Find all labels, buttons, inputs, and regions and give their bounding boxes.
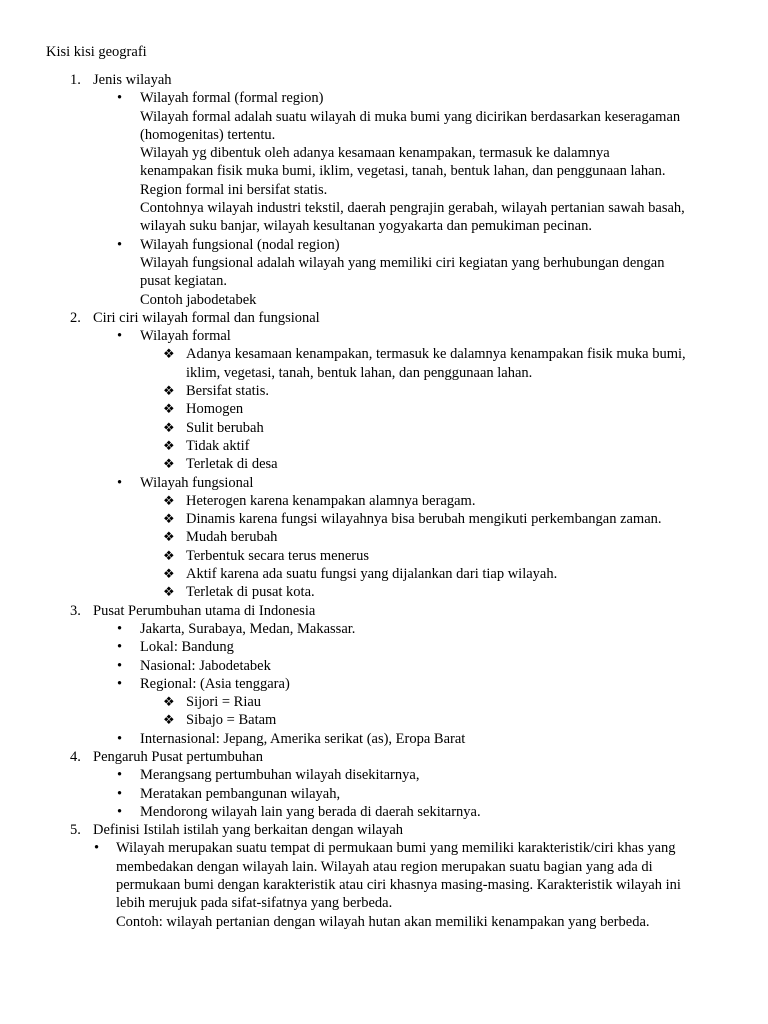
section-heading: Jenis wilayah [93,72,172,88]
text-line: Regional: (Asia tenggara) [140,675,290,692]
text-line: Heterogen karena kenampakan alamnya beragam. [186,492,476,509]
bullet-dot-icon: • [117,767,123,784]
sub-bullet-text [186,565,768,583]
bullet-dot-icon: • [117,803,123,820]
text-line: Dinamis karena fungsi wilayahnya bisa berubah mengikuti perkembangan zaman. [186,511,662,528]
sub-bullet-text [186,693,768,711]
bullet-text [140,474,768,492]
text-line: Region formal ini bersifat statis. [140,181,328,198]
text-line: pusat kegiatan. [140,273,227,290]
text-line: iklim, vegetasi, tanah, bentuk lahan, dan penggunaan lahan. [186,364,533,381]
sub-bullet-item [0,583,768,601]
bullet-item [0,839,768,930]
item-number: 2. [70,309,81,326]
item-number: 5. [70,822,81,839]
diamond-bullet-icon: ❖ [163,529,175,545]
text-line: Homogen [186,401,244,418]
sub-bullet-text [186,437,768,455]
diamond-bullet-icon: ❖ [163,511,175,527]
sub-bullet-text [186,510,768,528]
text-line: Merangsang pertumbuhan wilayah disekitarnya, [140,767,420,784]
sub-bullet-item [0,510,768,528]
text-line: Aktif karena ada suatu fungsi yang dijalankan dari tiap wilayah. [186,566,558,583]
sub-bullet-item [0,528,768,546]
bullet-dot-icon: • [117,474,123,491]
diamond-bullet-icon: ❖ [163,419,175,435]
text-line: Wilayah merupakan suatu tempat di permukaan bumi yang memiliki karakteristik/ciri khas yang [116,840,676,857]
bullet-item [0,327,768,345]
bullet-item [0,638,768,656]
diamond-bullet-icon: ❖ [163,401,175,417]
sub-bullet-text [186,419,768,437]
bullet-dot-icon: • [117,620,123,637]
text-line: wilayah suku banjar, wilayah kesultanan yogyakarta dan pemukiman pecinan. [140,218,592,235]
bullet-item [0,620,768,638]
sub-bullet-item [0,437,768,455]
bullet-item [0,657,768,675]
bullet-text [140,89,768,235]
diamond-bullet-icon: ❖ [163,437,175,453]
section-heading: Pusat Perumbuhan utama di Indonesia [93,602,316,619]
numbered-item [0,602,768,620]
bullet-text [116,839,768,930]
sub-bullet-item [0,711,768,729]
text-line: Sulit berubah [186,419,264,436]
text-line: permukaan bumi dengan karakteristik atau ciri khasnya masing-masing. Karakteristik wilayah ini [116,877,681,894]
bullet-text [140,675,768,693]
text-line: Meratakan pembangunan wilayah, [140,785,341,802]
bullet-dot-icon: • [117,236,123,253]
sub-bullet-text [186,492,768,510]
bullet-dot-icon: • [117,90,123,107]
text-line: Terletak di pusat kota. [186,584,315,601]
sub-bullet-item [0,693,768,711]
sub-bullet-text [186,711,768,729]
bullet-item [0,785,768,803]
bullet-dot-icon: • [117,639,123,656]
text-line: Tidak aktif [186,437,250,454]
text-line: Adanya kesamaan kenampakan, termasuk ke dalamnya kenampakan fisik muka bumi, [186,346,686,363]
bullet-text [140,657,768,675]
bullet-text [140,803,768,821]
text-line: Wilayah formal (formal region) [140,90,324,107]
text-line: Terletak di desa [186,456,278,473]
text-line: Nasional: Jabodetabek [140,657,271,674]
numbered-item [0,748,768,766]
text-line: lebih merujuk pada sifat-sifatnya yang berbeda. [116,895,393,912]
text-line: Wilayah formal adalah suatu wilayah di muka bumi yang dicirikan berdasarkan keseragaman [140,108,681,125]
sub-bullet-item [0,382,768,400]
sub-bullet-text [186,583,768,601]
diamond-bullet-icon: ❖ [163,694,175,710]
numbered-item [0,309,768,327]
bullet-dot-icon: • [94,840,100,857]
bullet-item [0,803,768,821]
numbered-item [0,821,768,839]
sub-bullet-item [0,400,768,418]
text-line: Mendorong wilayah lain yang berada di daerah sekitarnya. [140,803,481,820]
sub-bullet-item [0,565,768,583]
sub-bullet-text [186,528,768,546]
section-heading: Ciri ciri wilayah formal dan fungsional [93,309,320,326]
sub-bullet-item [0,345,768,382]
text-line: Wilayah fungsional adalah wilayah yang memiliki ciri kegiatan yang berhubungan dengan [140,254,665,271]
text-line: Jakarta, Surabaya, Medan, Makassar. [140,620,356,637]
sub-bullet-item [0,492,768,510]
bullet-dot-icon: • [117,785,123,802]
bullet-item [0,730,768,748]
diamond-bullet-icon: ❖ [163,566,175,582]
bullet-text [140,236,768,309]
bullet-item [0,675,768,693]
text-line: membedakan dengan wilayah lain. Wilayah atau region merupakan suatu bagian yang ada di [116,858,653,875]
text-line: Sijori = Riau [186,694,262,711]
bullet-item [0,766,768,784]
item-number: 4. [70,748,81,765]
section-heading: Definisi Istilah istilah yang berkaitan dengan wilayah [93,822,404,839]
numbered-item [0,71,768,89]
sub-bullet-text [186,400,768,418]
item-number: 3. [70,602,81,619]
sub-bullet-item [0,547,768,565]
bullet-dot-icon: • [117,657,123,674]
text-line: Contoh: wilayah pertanian dengan wilayah hutan akan memiliki kenampakan yang berbeda. [116,913,650,930]
sub-bullet-text [186,345,768,382]
bullet-item [0,236,768,309]
sub-bullet-text [186,547,768,565]
sub-bullet-item [0,455,768,473]
bullet-text [140,620,768,638]
bullet-text [140,327,768,345]
bullet-dot-icon: • [117,675,123,692]
text-line: Mudah berubah [186,529,278,546]
bullet-text [140,785,768,803]
diamond-bullet-icon: ❖ [163,547,175,563]
diamond-bullet-icon: ❖ [163,456,175,472]
sub-bullet-item [0,419,768,437]
text-line: Terbentuk secara terus menerus [186,547,369,564]
text-line: Internasional: Jepang, Amerika serikat (as), Eropa Barat [140,730,466,747]
bullet-text [140,730,768,748]
text-line: Wilayah formal [140,328,231,345]
bullet-dot-icon: • [117,328,123,345]
item-number: 1. [70,72,81,88]
diamond-bullet-icon: ❖ [163,346,175,362]
bullet-text [140,638,768,656]
bullet-item [0,474,768,492]
text-line: kenampakan fisik muka bumi, iklim, vegetasi, tanah, bentuk lahan, dan penggunaan lahan. [140,163,666,180]
text-line: Sibajo = Batam [186,712,277,729]
text-line: (homogenitas) tertentu. [140,126,276,143]
text-line: Wilayah fungsional [140,474,254,491]
bullet-item [0,89,768,235]
document-body [0,71,768,931]
text-line: Wilayah yg dibentuk oleh adanya kesamaan kenampakan, termasuk ke dalamnya [140,145,610,162]
bullet-text [140,766,768,784]
diamond-bullet-icon: ❖ [163,584,175,600]
text-line: Lokal: Bandung [140,639,234,656]
section-heading: Pengaruh Pusat pertumbuhan [93,748,263,765]
text-line: Contoh jabodetabek [140,291,257,308]
sub-bullet-text [186,382,768,400]
text-line: Wilayah fungsional (nodal region) [140,236,340,253]
sub-bullet-text [186,455,768,473]
diamond-bullet-icon: ❖ [163,383,175,399]
bullet-dot-icon: • [117,730,123,747]
diamond-bullet-icon: ❖ [163,492,175,508]
diamond-bullet-icon: ❖ [163,712,175,728]
text-line: Bersifat statis. [186,383,269,400]
text-line: Contohnya wilayah industri tekstil, daerah pengrajin gerabah, wilayah pertanian sawah basah, [140,200,685,217]
document-title: Kisi kisi geografi [46,44,147,60]
